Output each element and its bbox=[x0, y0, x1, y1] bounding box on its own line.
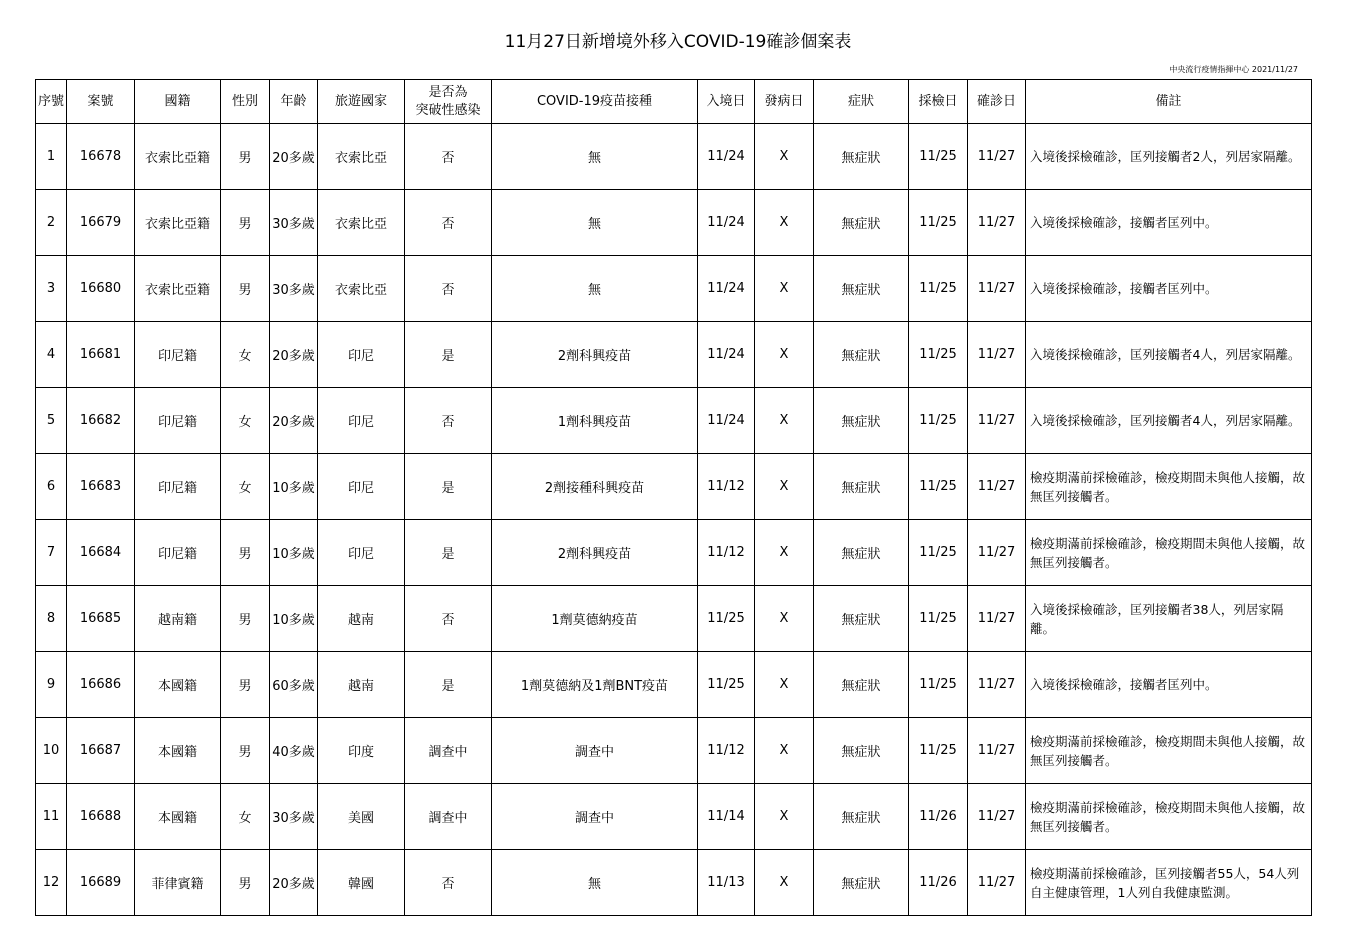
table-row bbox=[36, 718, 1312, 784]
cell-vaccine: 2劑科興疫苗 bbox=[492, 520, 698, 586]
cell-confirm: 11/27 bbox=[968, 586, 1026, 652]
cell-travel: 印尼 bbox=[318, 454, 405, 520]
cell-confirm: 11/27 bbox=[968, 124, 1026, 190]
cell-test: 11/25 bbox=[909, 322, 968, 388]
cell-confirm: 11/27 bbox=[968, 388, 1026, 454]
cell-no: 3 bbox=[36, 256, 67, 322]
header-entry: 入境日 bbox=[698, 80, 755, 124]
cell-entry: 11/12 bbox=[698, 454, 755, 520]
cell-travel: 印尼 bbox=[318, 322, 405, 388]
cell-vaccine: 調查中 bbox=[492, 784, 698, 850]
table-row bbox=[36, 652, 1312, 718]
cell-onset: X bbox=[755, 388, 814, 454]
cell-age: 30多歲 bbox=[270, 190, 318, 256]
cell-breakthrough: 否 bbox=[405, 586, 492, 652]
cell-case: 16683 bbox=[67, 454, 135, 520]
cell-no: 7 bbox=[36, 520, 67, 586]
cell-vaccine: 2劑接種科興疫苗 bbox=[492, 454, 698, 520]
cell-vaccine: 無 bbox=[492, 190, 698, 256]
cell-test: 11/25 bbox=[909, 388, 968, 454]
cell-sex: 男 bbox=[221, 256, 270, 322]
cell-note: 入境後採檢確診，匡列接觸者4人，列居家隔離。 bbox=[1026, 322, 1312, 388]
cell-breakthrough: 否 bbox=[405, 850, 492, 916]
cell-breakthrough: 是 bbox=[405, 454, 492, 520]
cell-entry: 11/25 bbox=[698, 586, 755, 652]
cell-entry: 11/12 bbox=[698, 520, 755, 586]
cell-onset: X bbox=[755, 256, 814, 322]
cell-confirm: 11/27 bbox=[968, 850, 1026, 916]
cell-onset: X bbox=[755, 586, 814, 652]
header-breakthrough-line1: 是否為 bbox=[428, 84, 468, 100]
cell-no: 6 bbox=[36, 454, 67, 520]
cell-test: 11/25 bbox=[909, 256, 968, 322]
cell-sex: 女 bbox=[221, 784, 270, 850]
header-symptom: 症狀 bbox=[814, 80, 909, 124]
cell-confirm: 11/27 bbox=[968, 454, 1026, 520]
cell-onset: X bbox=[755, 784, 814, 850]
header-nationality: 國籍 bbox=[135, 80, 221, 124]
cell-age: 20多歲 bbox=[270, 388, 318, 454]
cell-breakthrough: 是 bbox=[405, 322, 492, 388]
cell-case: 16681 bbox=[67, 322, 135, 388]
cell-test: 11/25 bbox=[909, 124, 968, 190]
cell-test: 11/25 bbox=[909, 718, 968, 784]
cell-note: 檢疫期滿前採檢確診，檢疫期間未與他人接觸，故無匡列接觸者。 bbox=[1026, 718, 1312, 784]
cell-age: 40多歲 bbox=[270, 718, 318, 784]
cell-entry: 11/25 bbox=[698, 652, 755, 718]
cell-travel: 韓國 bbox=[318, 850, 405, 916]
cell-case: 16685 bbox=[67, 586, 135, 652]
cell-sex: 女 bbox=[221, 454, 270, 520]
header-case: 案號 bbox=[67, 80, 135, 124]
cell-no: 12 bbox=[36, 850, 67, 916]
cell-sex: 男 bbox=[221, 652, 270, 718]
table-row bbox=[36, 322, 1312, 388]
cell-sex: 男 bbox=[221, 520, 270, 586]
cell-case: 16688 bbox=[67, 784, 135, 850]
cell-travel: 衣索比亞 bbox=[318, 256, 405, 322]
source-note: 中央流行疫情指揮中心 2021/11/27 bbox=[1169, 65, 1298, 74]
header-row bbox=[36, 80, 1312, 124]
cell-onset: X bbox=[755, 454, 814, 520]
header-breakthrough-line2: 突破性感染 bbox=[415, 102, 481, 118]
cell-entry: 11/24 bbox=[698, 190, 755, 256]
cell-confirm: 11/27 bbox=[968, 652, 1026, 718]
header-travel: 旅遊國家 bbox=[318, 80, 405, 124]
cell-age: 20多歲 bbox=[270, 124, 318, 190]
cell-onset: X bbox=[755, 652, 814, 718]
cell-travel: 印尼 bbox=[318, 388, 405, 454]
cell-note: 檢疫期滿前採檢確診，檢疫期間未與他人接觸，故無匡列接觸者。 bbox=[1026, 784, 1312, 850]
cell-note: 入境後採檢確診，接觸者匡列中。 bbox=[1026, 652, 1312, 718]
cell-entry: 11/14 bbox=[698, 784, 755, 850]
cell-breakthrough: 是 bbox=[405, 520, 492, 586]
table-row bbox=[36, 256, 1312, 322]
header-breakthrough bbox=[405, 80, 492, 124]
table-row bbox=[36, 454, 1312, 520]
cell-nationality: 印尼籍 bbox=[135, 454, 221, 520]
cell-note: 檢疫期滿前採檢確診，匡列接觸者55人，54人列自主健康管理，1人列自我健康監測。 bbox=[1026, 850, 1312, 916]
cell-test: 11/25 bbox=[909, 586, 968, 652]
cell-onset: X bbox=[755, 850, 814, 916]
cell-no: 1 bbox=[36, 124, 67, 190]
cell-age: 30多歲 bbox=[270, 784, 318, 850]
cell-no: 8 bbox=[36, 586, 67, 652]
case-table bbox=[35, 79, 1312, 916]
cell-confirm: 11/27 bbox=[968, 190, 1026, 256]
table-row bbox=[36, 586, 1312, 652]
cell-nationality: 印尼籍 bbox=[135, 520, 221, 586]
cell-symptom: 無症狀 bbox=[814, 520, 909, 586]
cell-nationality: 衣索比亞籍 bbox=[135, 124, 221, 190]
cell-vaccine: 調查中 bbox=[492, 718, 698, 784]
cell-breakthrough: 調查中 bbox=[405, 784, 492, 850]
cell-test: 11/25 bbox=[909, 190, 968, 256]
cell-confirm: 11/27 bbox=[968, 322, 1026, 388]
cell-symptom: 無症狀 bbox=[814, 784, 909, 850]
cell-breakthrough: 是 bbox=[405, 652, 492, 718]
cell-symptom: 無症狀 bbox=[814, 322, 909, 388]
cell-travel: 越南 bbox=[318, 652, 405, 718]
cell-travel: 美國 bbox=[318, 784, 405, 850]
cell-note: 入境後採檢確診，匡列接觸者2人，列居家隔離。 bbox=[1026, 124, 1312, 190]
cell-no: 4 bbox=[36, 322, 67, 388]
document-title: 11月27日新增境外移入COVID-19確診個案表 bbox=[504, 32, 852, 52]
cell-note: 入境後採檢確診，接觸者匡列中。 bbox=[1026, 190, 1312, 256]
cell-sex: 女 bbox=[221, 388, 270, 454]
cell-case: 16689 bbox=[67, 850, 135, 916]
cell-entry: 11/12 bbox=[698, 718, 755, 784]
cell-onset: X bbox=[755, 322, 814, 388]
cell-entry: 11/13 bbox=[698, 850, 755, 916]
cell-vaccine: 1劑莫德納疫苗 bbox=[492, 586, 698, 652]
cell-note: 入境後採檢確診，匡列接觸者38人，列居家隔離。 bbox=[1026, 586, 1312, 652]
cell-vaccine: 無 bbox=[492, 850, 698, 916]
cell-test: 11/26 bbox=[909, 850, 968, 916]
cell-nationality: 衣索比亞籍 bbox=[135, 190, 221, 256]
cell-breakthrough: 否 bbox=[405, 388, 492, 454]
cell-no: 2 bbox=[36, 190, 67, 256]
table-row bbox=[36, 124, 1312, 190]
cell-no: 5 bbox=[36, 388, 67, 454]
cell-entry: 11/24 bbox=[698, 388, 755, 454]
header-vaccine: COVID-19疫苗接種 bbox=[492, 80, 698, 124]
cell-onset: X bbox=[755, 718, 814, 784]
cell-case: 16687 bbox=[67, 718, 135, 784]
cell-nationality: 衣索比亞籍 bbox=[135, 256, 221, 322]
cell-breakthrough: 否 bbox=[405, 190, 492, 256]
cell-symptom: 無症狀 bbox=[814, 652, 909, 718]
cell-sex: 男 bbox=[221, 850, 270, 916]
cell-confirm: 11/27 bbox=[968, 520, 1026, 586]
cell-case: 16679 bbox=[67, 190, 135, 256]
cell-onset: X bbox=[755, 190, 814, 256]
cell-case: 16678 bbox=[67, 124, 135, 190]
cell-test: 11/25 bbox=[909, 652, 968, 718]
cell-symptom: 無症狀 bbox=[814, 454, 909, 520]
cell-vaccine: 2劑科興疫苗 bbox=[492, 322, 698, 388]
cell-nationality: 越南籍 bbox=[135, 586, 221, 652]
cell-symptom: 無症狀 bbox=[814, 124, 909, 190]
cell-case: 16684 bbox=[67, 520, 135, 586]
cell-travel: 衣索比亞 bbox=[318, 190, 405, 256]
cell-onset: X bbox=[755, 124, 814, 190]
cell-note: 檢疫期滿前採檢確診，檢疫期間未與他人接觸，故無匡列接觸者。 bbox=[1026, 454, 1312, 520]
header-age: 年齡 bbox=[270, 80, 318, 124]
cell-test: 11/26 bbox=[909, 784, 968, 850]
cell-vaccine: 無 bbox=[492, 124, 698, 190]
cell-sex: 男 bbox=[221, 718, 270, 784]
cell-no: 10 bbox=[36, 718, 67, 784]
table-row bbox=[36, 520, 1312, 586]
table-row bbox=[36, 850, 1312, 916]
cell-note: 入境後採檢確診，匡列接觸者4人，列居家隔離。 bbox=[1026, 388, 1312, 454]
cell-age: 10多歲 bbox=[270, 586, 318, 652]
cell-sex: 男 bbox=[221, 190, 270, 256]
cell-symptom: 無症狀 bbox=[814, 850, 909, 916]
cell-symptom: 無症狀 bbox=[814, 256, 909, 322]
cell-note: 入境後採檢確診，接觸者匡列中。 bbox=[1026, 256, 1312, 322]
cell-age: 20多歲 bbox=[270, 850, 318, 916]
cell-nationality: 本國籍 bbox=[135, 718, 221, 784]
table-row bbox=[36, 784, 1312, 850]
cell-age: 10多歲 bbox=[270, 454, 318, 520]
cell-vaccine: 1劑莫德納及1劑BNT疫苗 bbox=[492, 652, 698, 718]
case-rows bbox=[36, 124, 1312, 916]
header-sex: 性別 bbox=[221, 80, 270, 124]
cell-no: 11 bbox=[36, 784, 67, 850]
cell-nationality: 印尼籍 bbox=[135, 388, 221, 454]
cell-onset: X bbox=[755, 520, 814, 586]
cell-travel: 印尼 bbox=[318, 520, 405, 586]
table-row bbox=[36, 190, 1312, 256]
cell-age: 10多歲 bbox=[270, 520, 318, 586]
cell-symptom: 無症狀 bbox=[814, 718, 909, 784]
cell-sex: 女 bbox=[221, 322, 270, 388]
cell-age: 30多歲 bbox=[270, 256, 318, 322]
header-no: 序號 bbox=[36, 80, 67, 124]
header-test: 採檢日 bbox=[909, 80, 968, 124]
header-onset: 發病日 bbox=[755, 80, 814, 124]
cell-nationality: 菲律賓籍 bbox=[135, 850, 221, 916]
cell-no: 9 bbox=[36, 652, 67, 718]
cell-test: 11/25 bbox=[909, 520, 968, 586]
cell-nationality: 印尼籍 bbox=[135, 322, 221, 388]
cell-symptom: 無症狀 bbox=[814, 586, 909, 652]
cell-confirm: 11/27 bbox=[968, 718, 1026, 784]
cell-note: 檢疫期滿前採檢確診，檢疫期間未與他人接觸，故無匡列接觸者。 bbox=[1026, 520, 1312, 586]
cell-nationality: 本國籍 bbox=[135, 784, 221, 850]
cell-case: 16686 bbox=[67, 652, 135, 718]
cell-breakthrough: 調查中 bbox=[405, 718, 492, 784]
cell-entry: 11/24 bbox=[698, 124, 755, 190]
cell-breakthrough: 否 bbox=[405, 256, 492, 322]
cell-case: 16680 bbox=[67, 256, 135, 322]
cell-breakthrough: 否 bbox=[405, 124, 492, 190]
cell-vaccine: 1劑科興疫苗 bbox=[492, 388, 698, 454]
cell-case: 16682 bbox=[67, 388, 135, 454]
table-row bbox=[36, 388, 1312, 454]
cell-travel: 越南 bbox=[318, 586, 405, 652]
cell-travel: 衣索比亞 bbox=[318, 124, 405, 190]
cell-age: 60多歲 bbox=[270, 652, 318, 718]
cell-travel: 印度 bbox=[318, 718, 405, 784]
header-note: 備註 bbox=[1026, 80, 1312, 124]
header-confirm: 確診日 bbox=[968, 80, 1026, 124]
cell-confirm: 11/27 bbox=[968, 784, 1026, 850]
cell-vaccine: 無 bbox=[492, 256, 698, 322]
cell-test: 11/25 bbox=[909, 454, 968, 520]
cell-confirm: 11/27 bbox=[968, 256, 1026, 322]
cell-sex: 男 bbox=[221, 124, 270, 190]
cell-entry: 11/24 bbox=[698, 322, 755, 388]
cell-symptom: 無症狀 bbox=[814, 190, 909, 256]
cell-nationality: 本國籍 bbox=[135, 652, 221, 718]
cell-sex: 男 bbox=[221, 586, 270, 652]
cell-entry: 11/24 bbox=[698, 256, 755, 322]
cell-age: 20多歲 bbox=[270, 322, 318, 388]
cell-symptom: 無症狀 bbox=[814, 388, 909, 454]
